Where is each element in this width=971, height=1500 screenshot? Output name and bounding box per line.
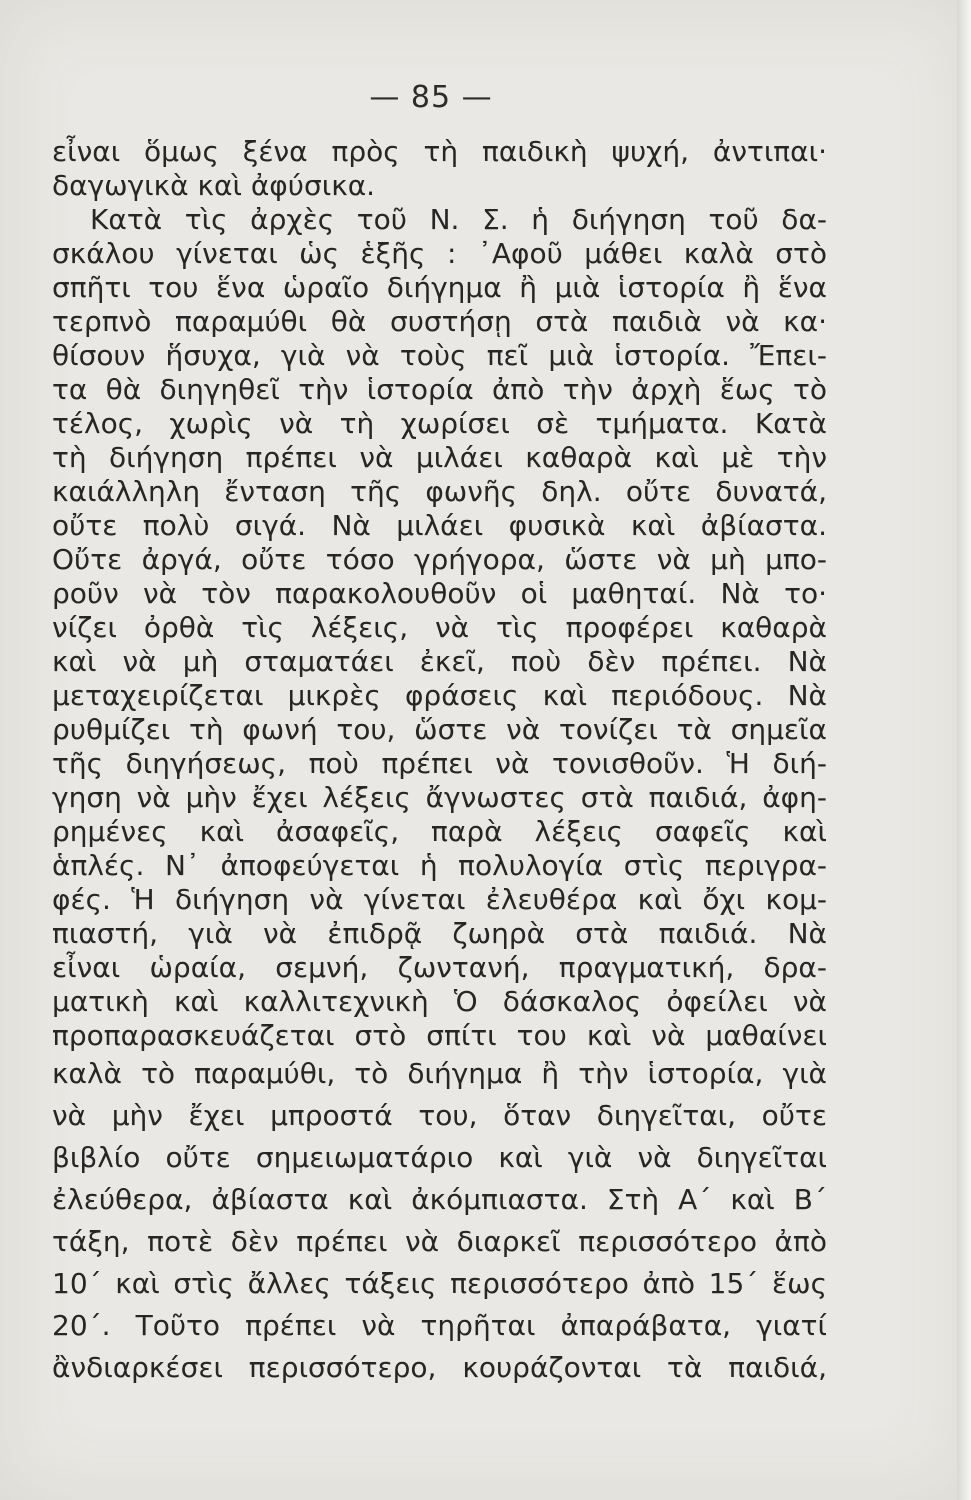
text-line: ρυθμίζει τὴ φωνή του, ὥστε νὰ τονίζει τὰ σημεῖα [52, 713, 827, 746]
text-line: μεταχειρίζεται μικρὲς φράσεις καὶ περιόδους. Νὰ [52, 679, 827, 712]
text-line: τάξη, ποτὲ δὲν πρέπει νὰ διαρκεῖ περισσότερο ἀπὸ [52, 1225, 827, 1258]
text-line: ρημένες καὶ ἀσαφεῖς, παρὰ λέξεις σαφεῖς καὶ [52, 815, 827, 848]
text-line: νὰ μὴν ἔχει μπροστά του, ὅταν διηγεῖται, οὔτε [52, 1099, 827, 1132]
text-line: ἂνδιαρκέσει περισσότερο, κουράζονται τὰ παιδιά, [52, 1351, 827, 1384]
text-line: καλὰ τὸ παραμύθι, τὸ διήγημα ἢ τὴν ἱστορία, γιὰ [52, 1057, 827, 1090]
text-line: ἐλεύθερα, ἀβίαστα καὶ ἀκόμπιαστα. Στὴ Α΄ καὶ Β΄ [52, 1183, 827, 1216]
text-line: τερπνὸ παραμύθι θὰ συστήσῃ στὰ παιδιὰ νὰ κα· [52, 305, 827, 338]
text-line: ματικὴ καὶ καλλιτεχνικὴ Ὁ δάσκαλος ὀφείλει νὰ [52, 985, 827, 1018]
text-line: νίζει ὀρθὰ τὶς λέξεις, νὰ τὶς προφέρει καθαρὰ [52, 611, 827, 644]
text-line: τέλος, χωρὶς νὰ τὴ χωρίσει σὲ τμήματα. Κατὰ [52, 407, 827, 440]
text-line: πιαστή, γιὰ νὰ ἐπιδρᾷ ζωηρὰ στὰ παιδιά. Νὰ [52, 917, 827, 950]
text-line: εἶναι ὡραία, σεμνή, ζωντανή, πραγματική, δρα- [52, 951, 827, 984]
text-line: τα θὰ διηγηθεῖ τὴν ἱστορία ἀπὸ τὴν ἀρχὴ ἕως τὸ [52, 373, 827, 406]
body-text [52, 135, 827, 1389]
page-number: — 85 — [369, 80, 493, 115]
page-edge [957, 0, 971, 1500]
text-line: σπῆτι του ἕνα ὡραῖο διήγημα ἢ μιὰ ἱστορία ἢ ἕνα [52, 271, 827, 304]
text-line: οὔτε πολὺ σιγά. Νὰ μιλάει φυσικὰ καὶ ἀβίαστα. [52, 509, 827, 542]
text-line: προπαρασκευάζεται στὸ σπίτι του καὶ νὰ μαθαίνει [52, 1019, 827, 1052]
text-line: τὴ διήγηση πρέπει νὰ μιλάει καθαρὰ καὶ μὲ τὴν [52, 441, 827, 474]
text-line: ἁπλές. Ν᾿ ἀποφεύγεται ἡ πολυλογία στὶς περιγρα- [52, 849, 827, 882]
text-line: 10΄ καὶ στὶς ἄλλες τάξεις περισσότερο ἀπὸ 15΄ ἕως [52, 1267, 827, 1300]
text-line: φές. Ἡ διήγηση νὰ γίνεται ἐλευθέρα καὶ ὄχι κομ- [52, 883, 827, 916]
text-line: 20΄. Τοῦτο πρέπει νὰ τηρῆται ἀπαράβατα, γιατί [52, 1309, 827, 1342]
text-line: θίσουν ἥσυχα, γιὰ νὰ τοὺς πεῖ μιὰ ἱστορία. Ἔπει- [52, 339, 827, 372]
text-line: σκάλου γίνεται ὡς ἑξῆς : ᾿Αφοῦ μάθει καλὰ στὸ [52, 237, 827, 270]
text-line: Οὔτε ἀργά, οὔτε τόσο γρήγορα, ὥστε νὰ μὴ μπο- [52, 543, 827, 576]
text-line: γηση νὰ μὴν ἔχει λέξεις ἄγνωστες στὰ παιδιά, ἀφη- [52, 781, 827, 814]
text-line: βιβλίο οὔτε σημειωματάριο καὶ γιὰ νὰ διηγεῖται [52, 1141, 827, 1174]
text-line: τῆς διηγήσεως, ποὺ πρέπει νὰ τονισθοῦν. Ἡ διή- [52, 747, 827, 780]
text-line: Κατὰ τὶς ἀρχὲς τοῦ Ν. Σ. ἡ διήγηση τοῦ δα- [90, 203, 827, 236]
text-line: καὶ νὰ μὴ σταματάει ἐκεῖ, ποὺ δὲν πρέπει. Νὰ [52, 645, 827, 678]
text-line: εἶναι ὅμως ξένα πρὸς τὴ παιδικὴ ψυχή, ἀντιπαι· [52, 135, 827, 168]
text-line: ροῦν νὰ τὸν παρακολουθοῦν οἱ μαθηταί. Νὰ το· [52, 577, 827, 610]
text-line: δαγωγικὰ καὶ ἀφύσικα. [52, 169, 376, 202]
text-line: καιάλληλη ἔνταση τῆς φωνῆς δηλ. οὔτε δυνατά, [52, 475, 827, 508]
